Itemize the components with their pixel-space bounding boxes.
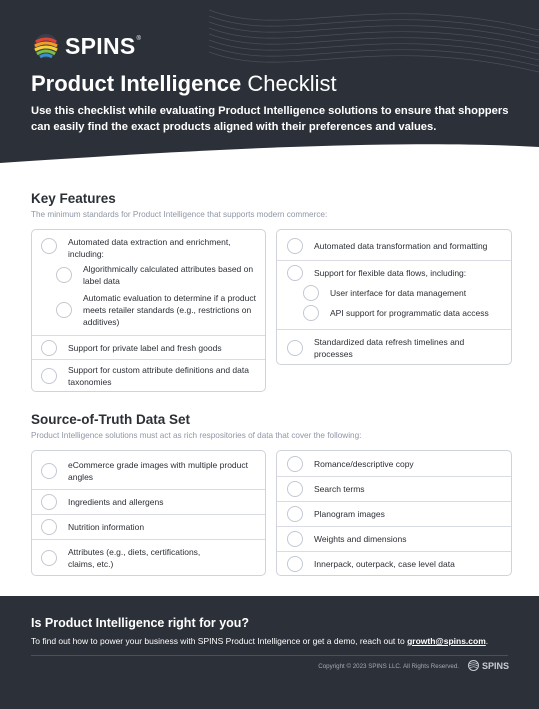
header-curve [0,133,539,172]
item-label: Innerpack, outerpack, case level data [314,559,455,569]
item-label: Romance/descriptive copy [314,459,414,469]
subitem-label: Algorithmically calculated attributes based on label data [83,264,254,286]
checkbox[interactable] [41,519,57,535]
checkbox[interactable] [287,265,303,281]
checkbox[interactable] [287,340,303,356]
brand-registered: ® [136,36,141,42]
item-label: Ingredients and allergens [68,496,164,507]
checklist-item[interactable] [277,526,511,551]
checkbox[interactable] [287,481,303,497]
item-label: Support for flexible data flows, including: [314,268,467,278]
item-label: Search terms [314,484,365,494]
data-set-left-box [31,450,266,576]
title-light: Checklist [247,71,337,96]
checklist-subitem[interactable] [277,284,511,302]
checklist-item[interactable] [277,551,511,576]
checkbox[interactable] [287,506,303,522]
footer-period: . [485,636,489,646]
checkbox[interactable] [41,494,57,510]
checklist-item[interactable] [277,501,511,526]
key-features-left-box [31,229,266,392]
checklist-item[interactable] [277,476,511,501]
item-label: Weights and dimensions [314,534,407,544]
page-title [31,71,337,97]
subitem-label: User interface for data management [330,288,467,298]
checklist-item[interactable] [32,489,265,513]
checklist-item[interactable] [32,335,265,359]
item-label: Attributes (e.g., diets, certifications, claims, etc.) [68,547,201,569]
checklist-subitem[interactable] [32,263,265,287]
spins-globe-icon [32,32,60,60]
checkbox[interactable] [41,340,57,356]
data-set-title: Source-of-Truth Data Set [31,412,191,427]
checkbox[interactable] [41,463,57,479]
spins-footer-icon [468,660,479,671]
checkbox[interactable] [56,302,72,318]
footer [0,596,539,709]
footer-cta-text: To find out how to power your business with SPINS Product Intelligence or get a demo, reach out to [31,636,405,646]
brand-name: SPINS [65,32,136,59]
checkbox[interactable] [56,267,72,283]
key-features-title: Key Features [31,191,116,206]
checkbox[interactable] [41,550,57,566]
checkbox[interactable] [303,305,319,321]
checklist-item[interactable] [32,539,265,576]
item-label: Planogram images [314,509,385,519]
item-label: Automated data transformation and formatting [314,240,488,251]
key-features-right-box [276,229,512,365]
checkbox[interactable] [41,368,57,384]
checklist-item[interactable] [277,260,511,285]
checklist-item[interactable] [277,233,511,258]
spins-logo [32,32,141,60]
footer-logo-text: SPINS [481,660,509,671]
footer-text [31,636,488,646]
item-label: Automated data extraction and enrichment, including: [68,237,231,259]
checkbox[interactable] [303,285,319,301]
key-features-subtitle: The minimum standards for Product Intelligence that supports modern commerce: [31,210,328,219]
checkbox[interactable] [41,238,57,254]
checkbox[interactable] [287,531,303,547]
footer-title: Is Product Intelligence right for you? [31,616,250,630]
checkbox[interactable] [287,556,303,572]
checklist-item[interactable] [32,236,265,260]
item-label: eCommerce grade images with multiple product angles [68,460,248,482]
checklist-subitem[interactable] [32,291,265,329]
footer-divider [31,655,508,656]
copyright-text: Copyright © 2023 SPINS LLC. All Rights Reserved. [318,663,459,670]
intro-text: Use this checklist while evaluating Product Intelligence solutions to ensure that shoppers can easily find the exact products aligned with their preferences and values. [31,105,509,133]
header-banner [0,0,539,172]
item-label: Nutrition information [68,521,145,532]
checkbox[interactable] [287,238,303,254]
item-label: Standardized data refresh timelines and processes [314,336,465,359]
item-label: Support for custom attribute definitions and data taxonomies [68,365,249,387]
checklist-item[interactable] [32,359,265,392]
checklist-item[interactable] [277,452,511,476]
subitem-label: Automatic evaluation to determine if a product meets retailer standards (e.g., restrictions on additives) [83,293,256,327]
title-bold: Product Intelligence [31,71,242,96]
data-set-right-box [276,450,512,576]
checklist-subitem[interactable] [277,304,511,322]
checkbox[interactable] [287,456,303,472]
checklist-item[interactable] [32,514,265,538]
footer-logo [468,660,509,671]
email-link[interactable]: growth@spins.com [407,636,486,646]
checklist-item[interactable] [277,329,511,365]
item-label: Support for private label and fresh goods [68,342,222,353]
checklist-item[interactable] [32,455,265,487]
subitem-label: API support for programmatic data access [330,308,489,318]
data-set-subtitle: Product Intelligence solutions must act as rich respositories of data that cover the following: [31,431,362,440]
